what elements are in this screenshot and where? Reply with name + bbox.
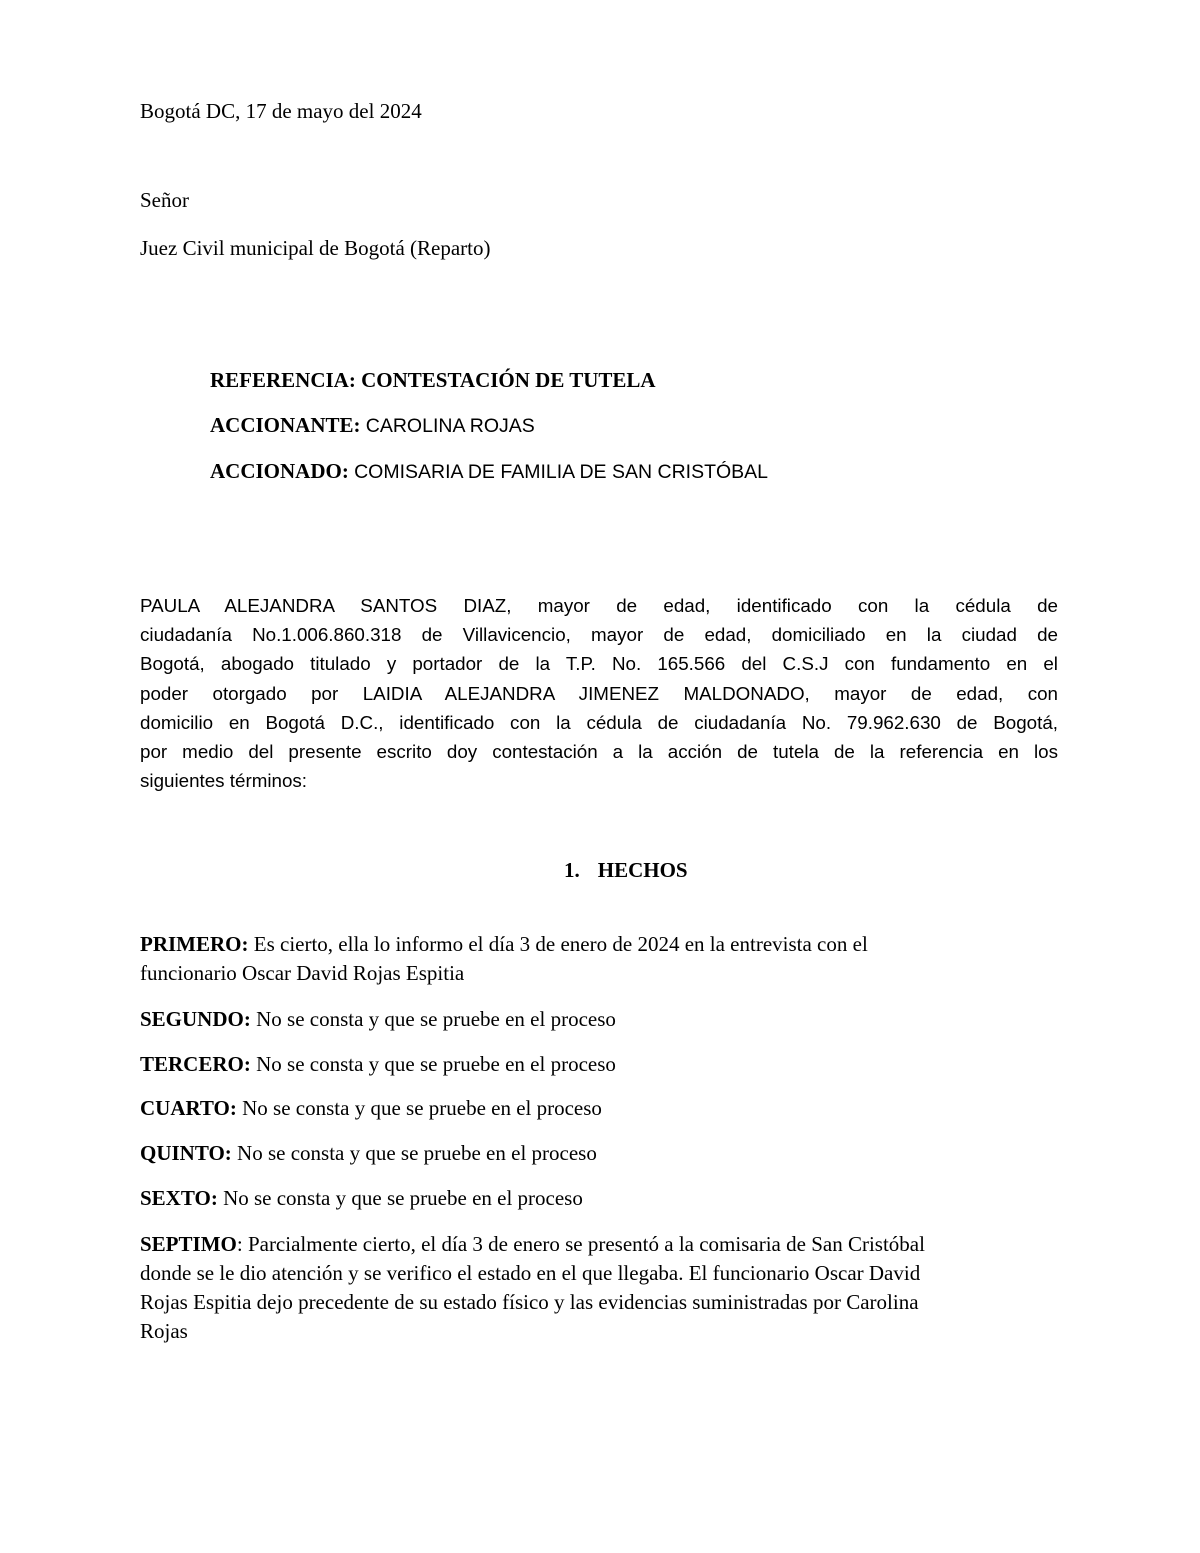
fact-tercero [140, 1050, 1040, 1079]
reference-accionante [210, 411, 535, 441]
section-heading [564, 856, 688, 885]
fact-label: QUINTO: [140, 1141, 232, 1165]
fact-segundo [140, 1005, 1040, 1034]
intro-line: domicilio en Bogotá D.C., identificado con la cédula de ciudadanía No. 79.962.630 de Bogotá, [140, 711, 1058, 733]
intro-line: PAULA ALEJANDRA SANTOS DIAZ, mayor de edad, identificado con la cédula de [140, 595, 1058, 616]
fact-primero [140, 930, 1040, 988]
fact-label: PRIMERO: [140, 932, 249, 956]
date-line: Bogotá DC, 17 de mayo del 2024 [140, 99, 422, 123]
intro-line: Bogotá, abogado titulado y portador de la T.P. No. 165.566 del C.S.J con fundamento en el [140, 653, 1058, 675]
fact-sexto [140, 1184, 1040, 1213]
accionante-label: ACCIONANTE: [210, 413, 361, 437]
fact-text: : Parcialmente cierto, el día 3 de enero se presentó a la comisaria de San Cristóbal [236, 1232, 925, 1256]
referencia-value: CONTESTACIÓN DE TUTELA [361, 368, 656, 392]
fact-cuarto [140, 1094, 1040, 1123]
fact-label: CUARTO: [140, 1096, 237, 1120]
section-number: 1. [564, 858, 580, 882]
fact-text: No se consta y que se pruebe en el proceso [237, 1141, 597, 1165]
fact-text: No se consta y que se pruebe en el proceso [223, 1186, 583, 1210]
fact-text: Rojas [140, 1319, 188, 1343]
fact-text: No se consta y que se pruebe en el proceso [256, 1052, 616, 1076]
recipient: Juez Civil municipal de Bogotá (Reparto) [140, 236, 491, 260]
fact-text: donde se le dio atención y se verifico el estado en el que llegaba. El funcionario Oscar David [140, 1261, 921, 1285]
referencia-label: REFERENCIA: [210, 368, 356, 392]
fact-label: SEXTO: [140, 1186, 218, 1210]
accionado-value: COMISARIA DE FAMILIA DE SAN CRISTÓBAL [354, 461, 769, 483]
intro-line: ciudadanía No.1.006.860.318 de Villavicencio, mayor de edad, domiciliado en la ciudad de [140, 624, 1058, 646]
intro-paragraph [140, 591, 1058, 795]
fact-septimo [140, 1230, 1040, 1346]
fact-text: Rojas Espitia dejo precedente de su estado físico y las evidencias suministradas por Carolina [140, 1290, 919, 1314]
fact-text: No se consta y que se pruebe en el proceso [256, 1007, 616, 1031]
salutation: Señor [140, 188, 189, 212]
fact-label: SEPTIMO [140, 1232, 237, 1256]
reference-referencia [210, 366, 656, 395]
accionante-value: CAROLINA ROJAS [365, 415, 535, 437]
intro-line: por medio del presente escrito doy contestación a la acción de tutela de la referencia en los [140, 741, 1058, 763]
intro-line: siguientes términos: [140, 770, 308, 792]
fact-text: funcionario Oscar David Rojas Espitia [140, 961, 465, 985]
section-title: HECHOS [597, 858, 688, 882]
fact-label: SEGUNDO: [140, 1007, 251, 1031]
intro-line: poder otorgado por LAIDIA ALEJANDRA JIMENEZ MALDONADO, mayor de edad, con [140, 682, 1058, 704]
accionado-label: ACCIONADO: [210, 459, 349, 483]
reference-accionado [210, 457, 768, 487]
fact-quinto [140, 1139, 1040, 1168]
fact-text: Es cierto, ella lo informo el día 3 de enero de 2024 en la entrevista con el [253, 932, 868, 956]
fact-text: No se consta y que se pruebe en el proceso [242, 1096, 602, 1120]
fact-label: TERCERO: [140, 1052, 251, 1076]
